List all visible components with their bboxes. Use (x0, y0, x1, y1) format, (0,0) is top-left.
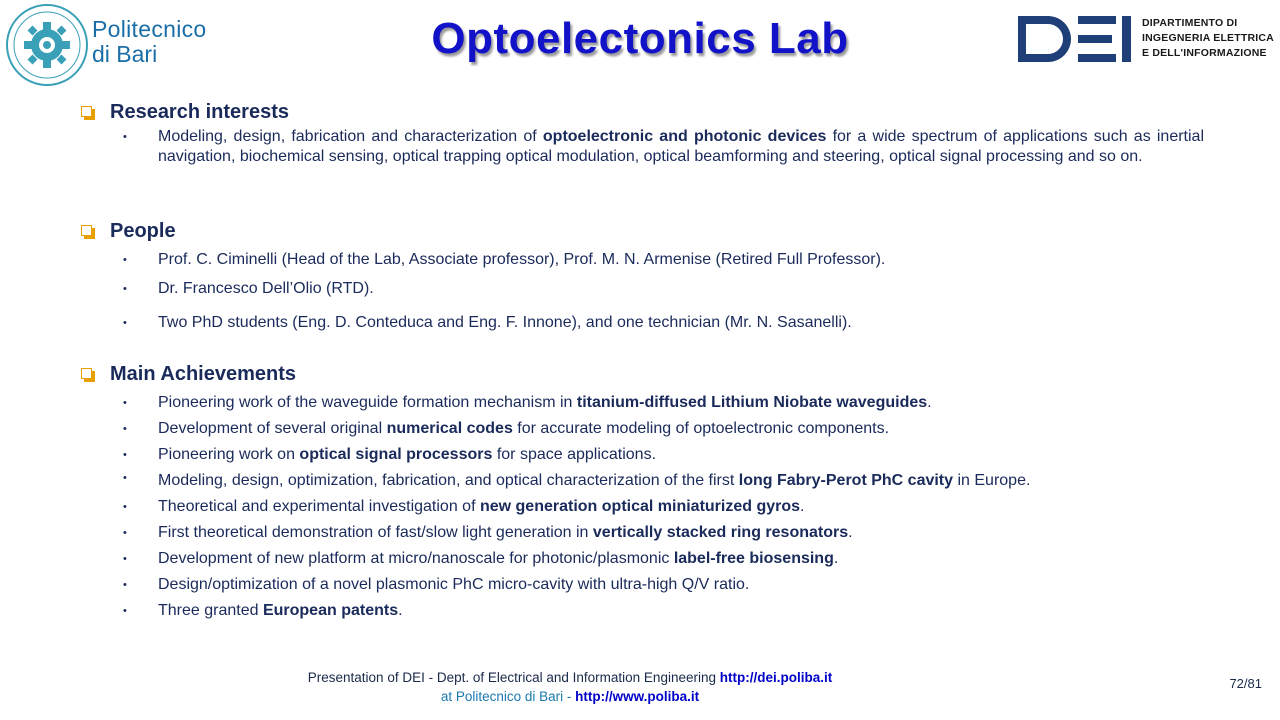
text-run: Dr. Francesco Dell’Olio (RTD). (158, 280, 374, 297)
text-run: for space applications. (492, 446, 657, 463)
bold-text: numerical codes (386, 420, 513, 437)
section-title-research: Research interests (110, 100, 289, 123)
bold-text: European patents (262, 602, 399, 619)
text-run: Pioneering work on (158, 446, 300, 463)
bullet-item (80, 494, 1204, 520)
section-heading (80, 99, 1204, 125)
section-people (80, 218, 1204, 336)
page-number: 72/81 (1229, 676, 1262, 691)
text-run: Development of several original (158, 420, 387, 437)
text-run: . (398, 602, 403, 619)
text-run: Three granted (158, 602, 263, 619)
section-heading (80, 218, 1204, 244)
section-heading (80, 361, 1204, 387)
bullet-item (80, 276, 1204, 302)
checkbox-bullet-icon (81, 106, 94, 119)
section-title-people: People (110, 219, 176, 242)
bold-text: new generation optical miniaturized gyros (479, 498, 801, 515)
dei-dept-line: E DELL'INFORMAZIONE (1142, 47, 1267, 59)
text-run: Theoretical and experimental investigation of (158, 498, 480, 515)
text-run: Modeling, design, fabrication and characterization of (158, 128, 543, 145)
bold-text: vertically stacked ring resonators (592, 524, 849, 541)
dei-website-link[interactable]: http://dei.poliba.it (719, 670, 833, 685)
poliba-website-link[interactable]: http://www.poliba.it (575, 689, 700, 704)
text-run: . (800, 498, 805, 515)
bullet-item (80, 572, 1204, 598)
poliba-wordmark-line2: di Bari (92, 41, 158, 67)
text-run: for a wide spectrum of applications such as inertial navigation, biochemical sensing, optical trapping optical modulation, optical beamforming and steering, optical signal processing and so on. (158, 128, 1205, 165)
section-achievements (80, 361, 1204, 624)
dei-dept-line: DIPARTIMENTO DI (1142, 17, 1238, 29)
footer-text: Presentation of DEI - Dept. of Electrical and Information Engineering (307, 670, 720, 685)
bold-text: titanium-diffused Lithium Niobate waveguides (576, 394, 928, 411)
bold-text: optoelectronic and photonic devices (542, 128, 827, 145)
bullet-item (80, 520, 1204, 546)
section-title-achievements: Main Achievements (110, 362, 296, 385)
text-run: . (833, 550, 839, 567)
text-run: . (848, 524, 853, 541)
text-run: Design/optimization of a novel plasmonic PhC micro-cavity with ultra-high Q/V ratio. (158, 576, 750, 593)
bullet-item (80, 247, 1204, 273)
text-run: Development of new platform at micro/nanoscale for photonic/plasmonic (158, 550, 674, 567)
bullet-item (80, 442, 1204, 468)
slide-title: Optoelectonics Lab (431, 14, 849, 63)
bullet-list (80, 390, 1204, 624)
text-run: in Europe. (953, 472, 1031, 489)
text-run: Modeling, design, optimization, fabrication, and optical characterization of the first (158, 472, 739, 489)
checkbox-bullet-icon (81, 225, 94, 238)
footer-line-1 (0, 668, 1140, 687)
bold-text: optical signal processors (299, 446, 493, 463)
footer-text: at Politecnico di Bari - (440, 689, 576, 704)
bullet-item (80, 416, 1204, 442)
bullet-item (80, 546, 1204, 572)
text-run: Pioneering work of the waveguide formation mechanism in (158, 394, 577, 411)
bullet-item (80, 598, 1204, 624)
text-run: Two PhD students (Eng. D. Conteduca and Eng. F. Innone), and one technician (Mr. N. Sasanelli). (158, 314, 852, 331)
poliba-wordmark-line1: Politecnico (92, 16, 207, 42)
text-run: First theoretical demonstration of fast/slow light generation in (158, 524, 593, 541)
text-run: Prof. C. Ciminelli (Head of the Lab, Associate professor), Prof. M. N. Armenise (Retired Full Professor). (158, 251, 886, 268)
section-research (80, 99, 1204, 170)
bullet-item (80, 390, 1204, 416)
slide-footer (0, 668, 1140, 706)
text-run: for accurate modeling of optoelectronic components. (512, 420, 890, 437)
bullet-list (80, 127, 1204, 170)
bold-text: long Fabry-Perot PhC cavity (738, 472, 954, 489)
checkbox-bullet-icon (81, 368, 94, 381)
bullet-item (80, 127, 1204, 170)
text-run: . (927, 394, 932, 411)
footer-line-2 (0, 687, 1140, 706)
bullet-list (80, 247, 1204, 336)
bullet-item (80, 310, 1204, 336)
dei-dept-line: INGEGNERIA ELETTRICA (1142, 32, 1274, 44)
bold-text: label-free biosensing (673, 550, 834, 567)
bullet-item (80, 468, 1204, 494)
